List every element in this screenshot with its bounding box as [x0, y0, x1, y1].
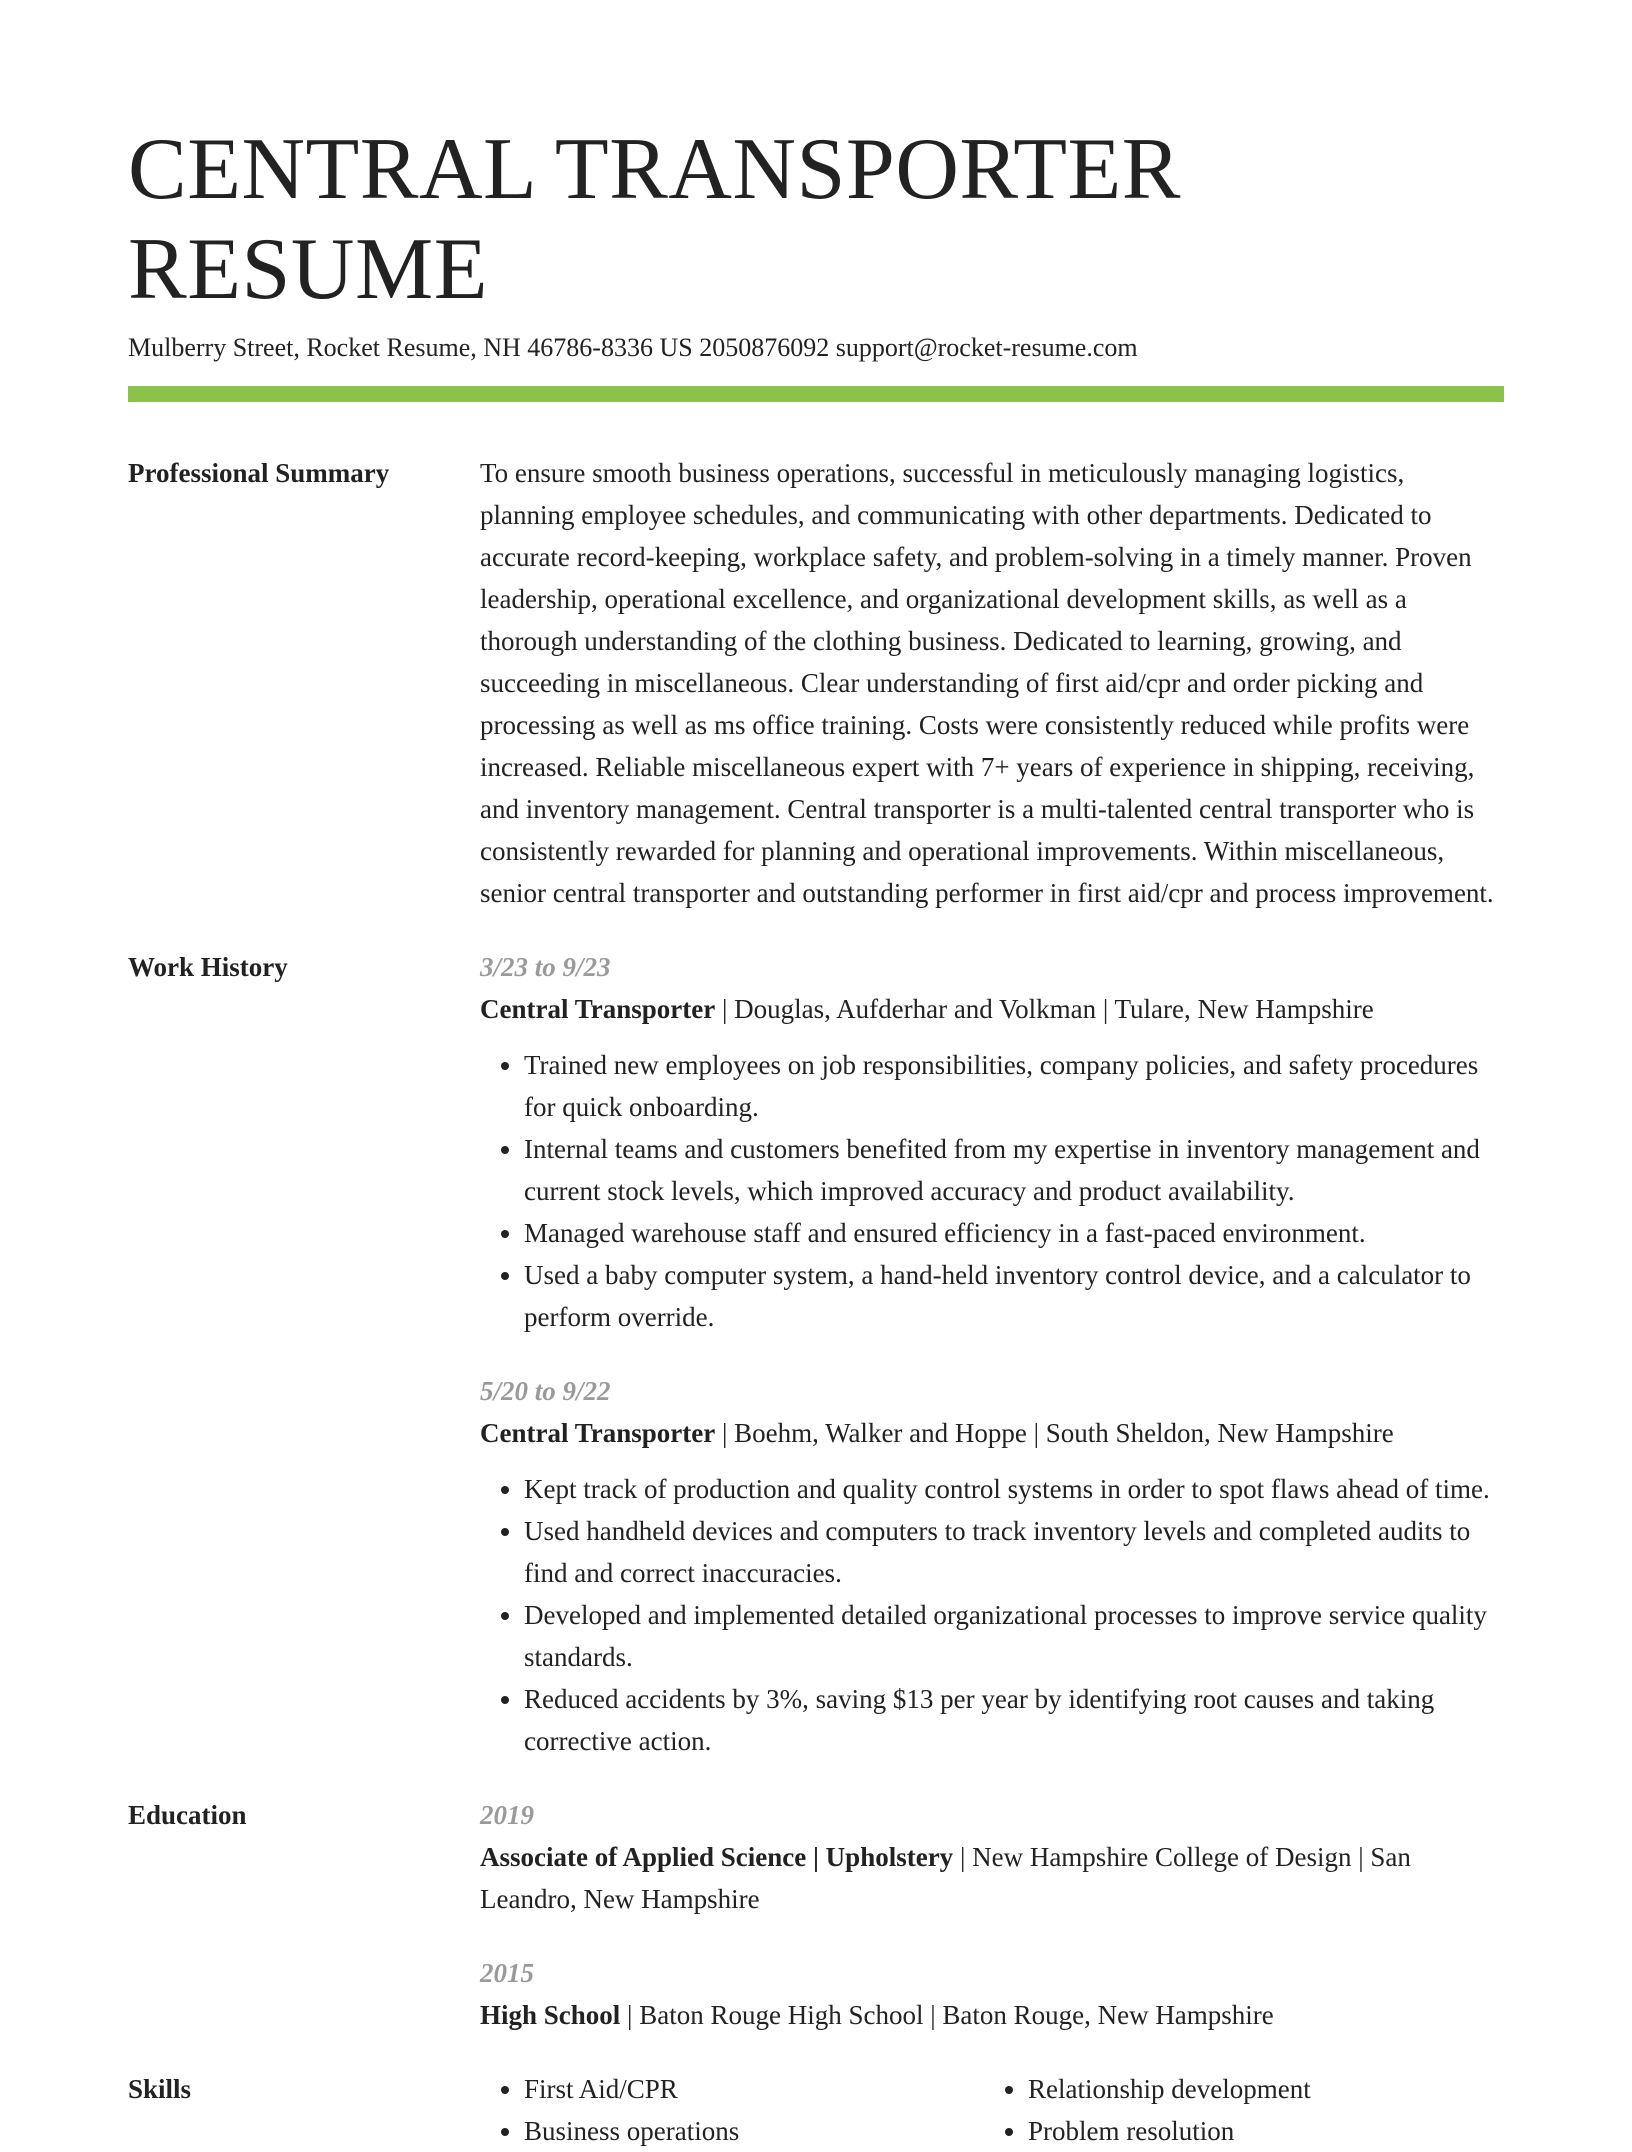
job-title: Central Transporter: [480, 1418, 716, 1448]
education-line: [480, 1994, 1504, 2036]
education-details: | New Hampshire College of Design | San Leandro, New Hampshire: [480, 1842, 1411, 1914]
resume-title: CENTRAL TRANSPORTER RESUME: [128, 121, 1181, 318]
skill-item: • Business operations: [524, 2110, 984, 2152]
job-bullet: • Managed warehouse staff and ensured efficiency in a fast-paced environment.: [524, 1212, 1504, 1254]
job-dates: 3/23 to 9/23: [480, 952, 611, 982]
job-details: | Douglas, Aufderhar and Volkman | Tulare, New Hampshire: [715, 994, 1374, 1024]
job-entry: [480, 1370, 1504, 1762]
job-bullet: • Used a baby computer system, a hand-held inventory control device, and a calculator to perform override.: [524, 1254, 1504, 1338]
summary-text: To ensure smooth business operations, successful in meticulously managing logistics, planning employee schedules, and communicating with other departments. Dedicated to accurate record-keeping, workplace safety, and problem-solving in a timely manner. Proven leadership, operational excellence, and organizational development skills, as well as a thorough understanding of the clothing business. Dedicated to learning, growing, and succeeding in miscellaneous. Clear understanding of first aid/cpr and order picking and processing as well as ms office training. Costs were consistently reduced while profits were increased. Reliable miscellaneous expert with 7+ years of experience in shipping, receiving, and inventory management. Central transporter is a multi-talented central transporter who is consistently rewarded for planning and operational improvements. Within miscellaneous, senior central transporter and outstanding performer in first aid/cpr and process improvement.: [480, 458, 1494, 908]
job-role-line: [480, 1412, 1504, 1454]
work-history-heading: Work History: [128, 952, 288, 982]
education-entry: [480, 1952, 1504, 2036]
education-degree: High School: [480, 2000, 621, 2030]
skill-item: • Relationship development: [1028, 2068, 1488, 2110]
education-year: 2015: [480, 1958, 534, 1988]
education-section: [128, 1794, 1504, 2036]
skills-list-left: [480, 2068, 984, 2152]
job-bullet: • Reduced accidents by 3%, saving $13 per year by identifying root causes and taking corrective action.: [524, 1678, 1504, 1762]
education-degree: Associate of Applied Science | Upholstery: [480, 1842, 954, 1872]
job-bullet: • Internal teams and customers benefited from my expertise in inventory management and current stock levels, which improved accuracy and product availability.: [524, 1128, 1504, 1212]
job-bullets: [480, 1468, 1504, 1762]
job-dates: 5/20 to 9/22: [480, 1376, 611, 1406]
job-entry: [480, 946, 1504, 1338]
skills-list-right: [984, 2068, 1488, 2152]
job-bullet: • Used handheld devices and computers to track inventory levels and completed audits to find and correct inaccuracies.: [524, 1510, 1504, 1594]
skills-section: [128, 2068, 1504, 2152]
skills-columns: [480, 2068, 1504, 2152]
education-year: 2019: [480, 1800, 534, 1830]
education-heading: Education: [128, 1800, 247, 1830]
job-bullet: • Developed and implemented detailed organizational processes to improve service quality standards.: [524, 1594, 1504, 1678]
resume-page: [128, 120, 1504, 2152]
work-history-section: [128, 946, 1504, 1762]
education-entry: [480, 1794, 1504, 1920]
education-details: | Baton Rouge High School | Baton Rouge, New Hampshire: [620, 2000, 1274, 2030]
job-title: Central Transporter: [480, 994, 716, 1024]
job-details: | Boehm, Walker and Hoppe | South Sheldon, New Hampshire: [715, 1418, 1394, 1448]
education-line: [480, 1836, 1504, 1920]
education-body: [480, 1794, 1504, 2036]
job-role-line: [480, 988, 1504, 1030]
job-bullets: [480, 1044, 1504, 1338]
summary-heading: Professional Summary: [128, 458, 390, 488]
skill-item: • Problem resolution: [1028, 2110, 1488, 2152]
skills-body: [480, 2068, 1504, 2152]
summary-section: [128, 452, 1504, 914]
skill-item: • First Aid/CPR: [524, 2068, 984, 2110]
contact-line: Mulberry Street, Rocket Resume, NH 46786-8336 US 2050876092 support@rocket-resume.com: [128, 333, 1138, 362]
job-bullet: • Trained new employees on job responsibilities, company policies, and safety procedures for quick onboarding.: [524, 1044, 1504, 1128]
accent-divider: [128, 386, 1504, 402]
skills-heading: Skills: [128, 2074, 192, 2104]
job-bullet: • Kept track of production and quality control systems in order to spot flaws ahead of time.: [524, 1468, 1504, 1510]
work-history-body: [480, 946, 1504, 1762]
